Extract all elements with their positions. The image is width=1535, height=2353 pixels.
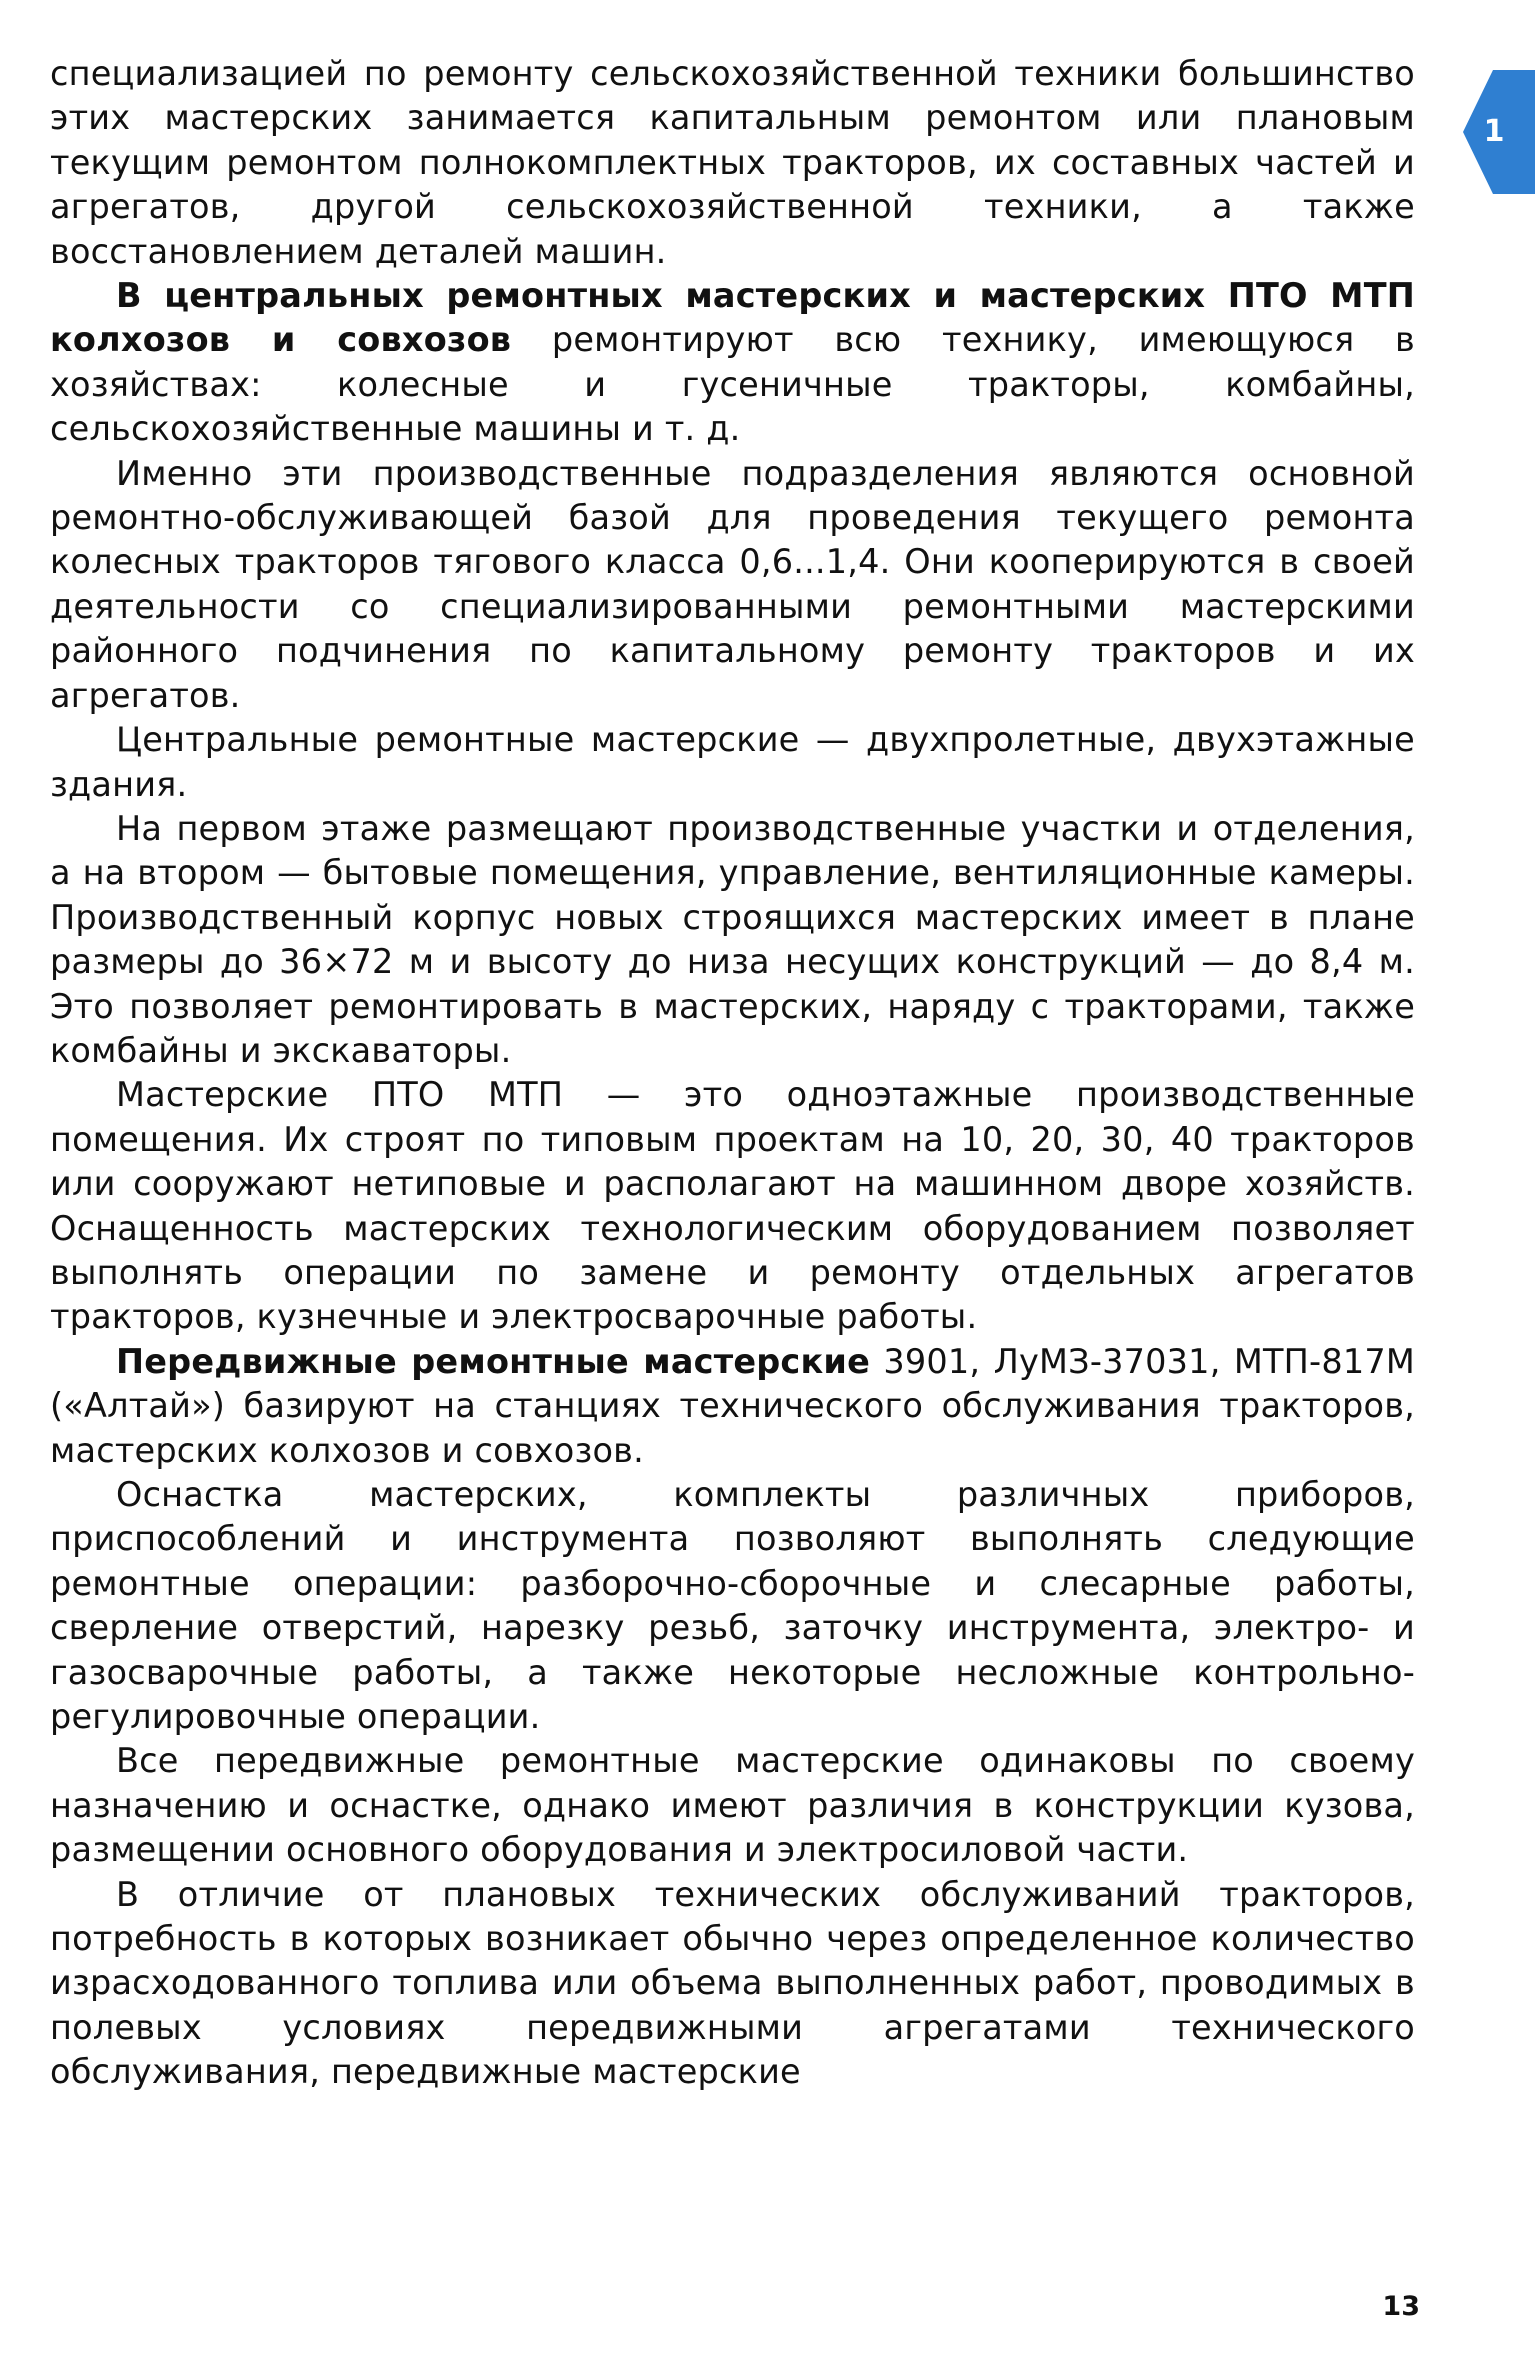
paragraph-4-text: Центральные ремонтные мастерские — двухпролетные, двухэтажные здания. [50, 720, 1415, 804]
page-number: 13 [1382, 2291, 1420, 2322]
paragraph-6 [50, 1073, 1415, 1339]
paragraph-10 [50, 1873, 1415, 2095]
paragraph-8-text: Оснастка мастерских, комплекты различных приборов, приспособлений и инструмента позволяют выполнять следующие ремонтные операции: разборочно-сборочные и слесарные работы, сверление отверстий, нарезку резьб, заточку инструмента, электро- и газосварочные работы, а также некоторые несложные контрольно-регулировочные операции. [50, 1475, 1415, 1737]
paragraph-3 [50, 452, 1415, 718]
chapter-number: 1 [1483, 114, 1505, 149]
paragraph-1-text: специализацией по ремонту сельскохозяйственной техники большинство этих мастерских занимается капитальным ремонтом или плановым текущим ремонтом полнокомплектных тракторов, их составных частей и агрегатов, другой сельскохозяйственной техники, а также восстановлением деталей машин. [50, 54, 1415, 271]
paragraph-9-text: Все передвижные ремонтные мастерские одинаковы по своему назначению и оснастке, однако имеют различия в конструкции кузова, размещении основного оборудования и электросиловой части. [50, 1741, 1415, 1870]
paragraph-7-text: 3901, ЛуМЗ-37031, МТП-817М («Алтай») базируют на станциях технического обслуживания тракторов, мастерских колхозов и совхозов. [50, 1341, 1415, 1470]
paragraph-4 [50, 718, 1415, 807]
paragraph-7-bold-lead: Передвижные ремонтные мастерские [116, 1341, 871, 1381]
paragraph-7 [50, 1340, 1415, 1473]
paragraph-9 [50, 1739, 1415, 1872]
paragraph-2 [50, 274, 1415, 452]
paragraph-2-text: ремонтируют всю технику, имеющуюся в хозяйствах: колесные и гусеничные тракторы, комбайны, сельскохозяйственные машины и т. д. [50, 320, 1415, 449]
page-body [50, 52, 1415, 2095]
paragraph-6-text: Мастерские ПТО МТП — это одноэтажные производственные помещения. Их строят по типовым проектам на 10, 20, 30, 40 тракторов или сооружают нетиповые и располагают на машинном дворе хозяйств. Оснащенность мастерских технологическим оборудованием позволяет выполнять операции по замене и ремонту отдельных агрегатов тракторов, кузнечные и электросварочные работы. [50, 1075, 1415, 1337]
paragraph-5-text: На первом этаже размещают производственные участки и отделения, а на втором — бытовые помещения, управление, вентиляционные камеры. Производственный корпус новых строящихся мастерских имеет в плане размеры до 36×72 м и высоту до низа несущих конструкций — до 8,4 м. Это позволяет ремонтировать в мастерских, наряду с тракторами, также комбайны и экскаваторы. [50, 808, 1415, 1070]
paragraph-10-text: В отличие от плановых технических обслуживаний тракторов, потребность в которых возникает обычно через определенное количество израсходованного топлива или объема выполненных работ, проводимых в полевых условиях передвижными агрегатами технического обслуживания, передвижные мастерские [50, 1874, 1415, 2092]
paragraph-2-bold-lead: В центральных ремонтных мастерских и мастерских ПТО МТП колхозов и совхозов [50, 276, 1415, 360]
paragraph-1 [50, 52, 1415, 274]
paragraph-5 [50, 807, 1415, 1073]
paragraph-3-text: Именно эти производственные подразделения являются основной ремонтно-обслуживающей базой для проведения текущего ремонта колесных тракторов тягового класса 0,6...1,4. Они кооперируются в своей деятельности со специализированными ремонтными мастерскими районного подчинения по капитальному ремонту тракторов и их агрегатов. [50, 453, 1415, 715]
paragraph-8 [50, 1473, 1415, 1739]
